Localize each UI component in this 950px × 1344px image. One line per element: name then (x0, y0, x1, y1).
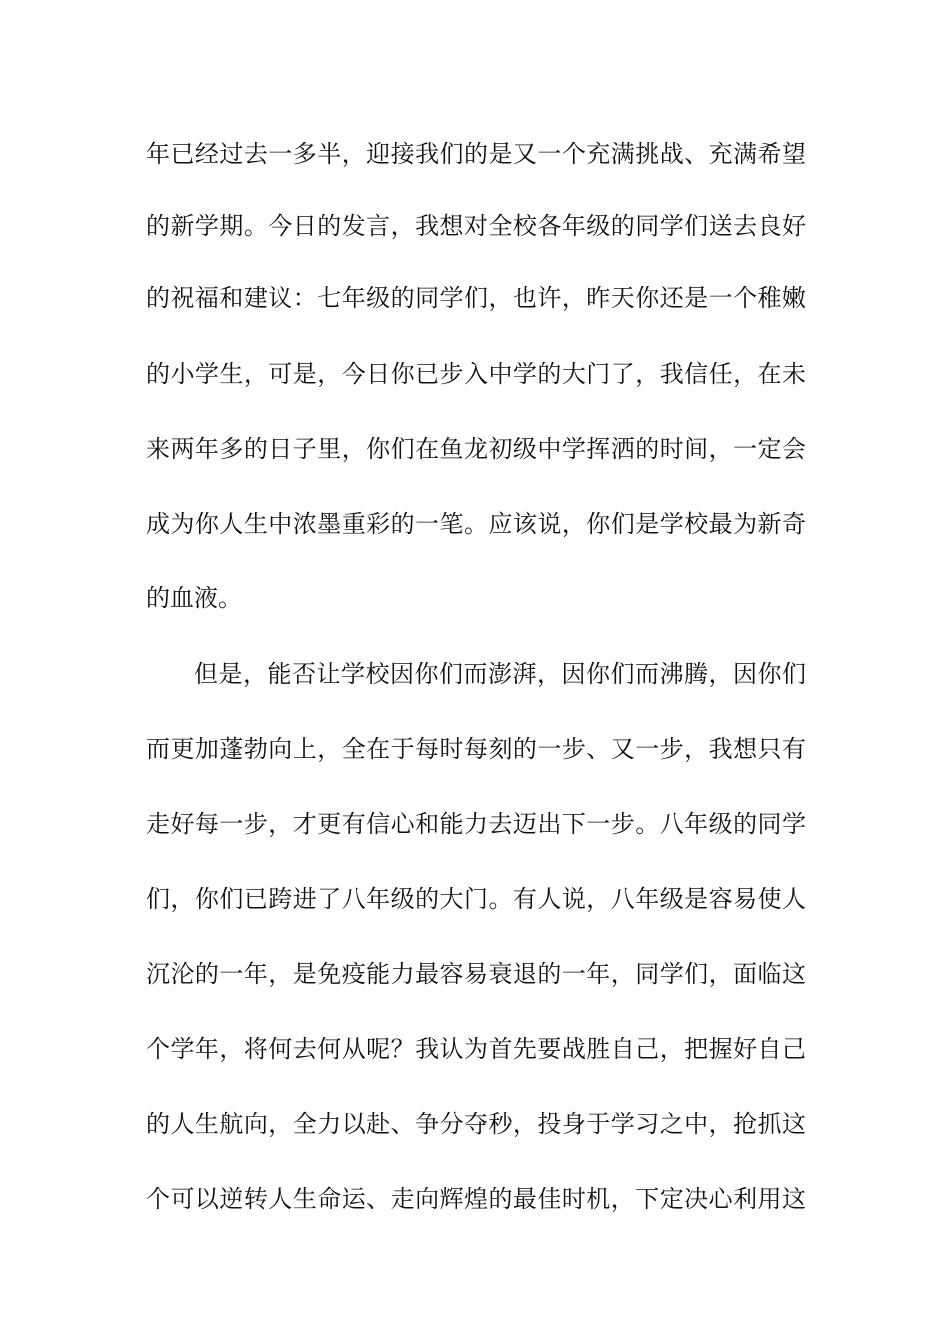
text-line: 而更加蓬勃向上，全在于每时每刻的一步、又一步，我想只有 (146, 735, 806, 763)
text-line: 成为你人生中浓墨重彩的一笔。应该说，你们是学校最为新奇 (146, 510, 806, 538)
text-line: 们，你们已跨进了八年级的大门。有人说，八年级是容易使人 (146, 885, 806, 913)
text-line: 走好每一步，才更有信心和能力去迈出下一步。八年级的同学 (146, 810, 806, 838)
text-line: 的小学生，可是，今日你已步入中学的大门了，我信任，在未 (146, 360, 806, 388)
text-line: 个学年，将何去何从呢？我认为首先要战胜自己，把握好自己 (146, 1035, 806, 1063)
text-line: 来两年多的日子里，你们在鱼龙初级中学挥洒的时间，一定会 (146, 435, 806, 463)
text-line: 个可以逆转人生命运、走向辉煌的最佳时机，下定决心利用这 (146, 1185, 806, 1213)
text-line: 沉沦的一年，是免疫能力最容易衰退的一年，同学们，面临这 (146, 960, 806, 988)
text-line: 的新学期。今日的发言，我想对全校各年级的同学们送去良好 (146, 212, 806, 240)
text-line: 年已经过去一多半，迎接我们的是又一个充满挑战、充满希望 (146, 140, 806, 168)
text-line: 的血液。 (146, 584, 242, 612)
text-line: 的祝福和建议：七年级的同学们，也许，昨天你还是一个稚嫩 (146, 284, 806, 312)
text-line: 的人生航向，全力以赴、争分夺秒，投身于学习之中，抢抓这 (146, 1110, 806, 1138)
text-line: 但是，能否让学校因你们而澎湃，因你们而沸腾，因你们 (194, 660, 806, 688)
